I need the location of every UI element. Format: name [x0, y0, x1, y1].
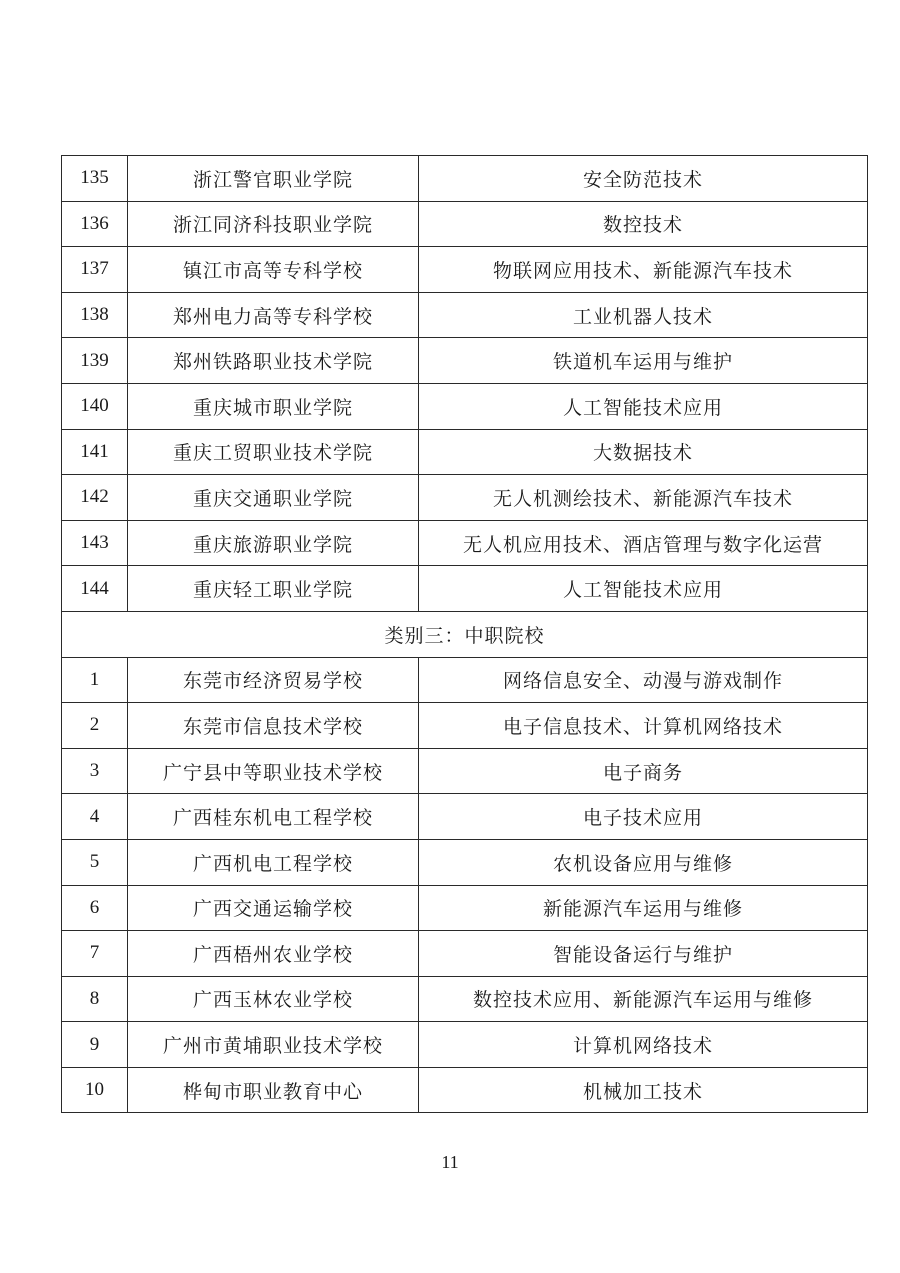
- major-name: 数控技术: [419, 201, 868, 247]
- table-row: [62, 247, 868, 293]
- school-name: 广西玉林农业学校: [128, 976, 419, 1022]
- row-number: 4: [62, 794, 128, 840]
- major-name: 无人机测绘技术、新能源汽车技术: [419, 475, 868, 521]
- table-row: [62, 1022, 868, 1068]
- table-row: [62, 976, 868, 1022]
- row-number: 137: [62, 247, 128, 293]
- school-name: 郑州铁路职业技术学院: [128, 338, 419, 384]
- row-number: 142: [62, 475, 128, 521]
- row-number: 10: [62, 1067, 128, 1113]
- major-name: 大数据技术: [419, 429, 868, 475]
- row-number: 2: [62, 703, 128, 749]
- major-name: 计算机网络技术: [419, 1022, 868, 1068]
- school-name: 重庆旅游职业学院: [128, 520, 419, 566]
- major-name: 智能设备运行与维护: [419, 931, 868, 977]
- table-row: [62, 156, 868, 202]
- table-row: [62, 657, 868, 703]
- table-row: [62, 429, 868, 475]
- school-name: 重庆城市职业学院: [128, 383, 419, 429]
- row-number: 138: [62, 292, 128, 338]
- school-name: 浙江警官职业学院: [128, 156, 419, 202]
- row-number: 135: [62, 156, 128, 202]
- table-row: [62, 201, 868, 247]
- school-name: 桦甸市职业教育中心: [128, 1067, 419, 1113]
- table-row: [62, 338, 868, 384]
- table-row: [62, 885, 868, 931]
- table-row: [62, 475, 868, 521]
- table-row: [62, 703, 868, 749]
- school-name: 广西交通运输学校: [128, 885, 419, 931]
- school-name: 浙江同济科技职业学院: [128, 201, 419, 247]
- major-name: 安全防范技术: [419, 156, 868, 202]
- major-name: 新能源汽车运用与维修: [419, 885, 868, 931]
- major-name: 铁道机车运用与维护: [419, 338, 868, 384]
- major-name: 农机设备应用与维修: [419, 839, 868, 885]
- major-name: 电子信息技术、计算机网络技术: [419, 703, 868, 749]
- row-number: 8: [62, 976, 128, 1022]
- school-name: 广西梧州农业学校: [128, 931, 419, 977]
- row-number: 139: [62, 338, 128, 384]
- major-name: 机械加工技术: [419, 1067, 868, 1113]
- row-number: 7: [62, 931, 128, 977]
- school-name: 东莞市信息技术学校: [128, 703, 419, 749]
- row-number: 141: [62, 429, 128, 475]
- school-name: 重庆工贸职业技术学院: [128, 429, 419, 475]
- school-name: 重庆轻工职业学院: [128, 566, 419, 612]
- school-name: 郑州电力高等专科学校: [128, 292, 419, 338]
- school-name: 广宁县中等职业技术学校: [128, 748, 419, 794]
- school-name: 广州市黄埔职业技术学校: [128, 1022, 419, 1068]
- school-name: 广西桂东机电工程学校: [128, 794, 419, 840]
- table-row: [62, 520, 868, 566]
- row-number: 6: [62, 885, 128, 931]
- major-name: 网络信息安全、动漫与游戏制作: [419, 657, 868, 703]
- major-name: 无人机应用技术、酒店管理与数字化运营: [419, 520, 868, 566]
- major-name: 数控技术应用、新能源汽车运用与维修: [419, 976, 868, 1022]
- table-row: [62, 931, 868, 977]
- major-name: 人工智能技术应用: [419, 566, 868, 612]
- page-number: 11: [441, 1152, 459, 1172]
- row-number: 144: [62, 566, 128, 612]
- table-row: [62, 566, 868, 612]
- table-row: [62, 292, 868, 338]
- school-name: 广西机电工程学校: [128, 839, 419, 885]
- section-title: 类别三：中职院校: [62, 611, 868, 657]
- row-number: 1: [62, 657, 128, 703]
- table-row: [62, 794, 868, 840]
- table-row: [62, 748, 868, 794]
- section-row: [62, 611, 868, 657]
- school-major-table: [61, 155, 868, 1113]
- major-name: 电子商务: [419, 748, 868, 794]
- row-number: 136: [62, 201, 128, 247]
- row-number: 5: [62, 839, 128, 885]
- major-name: 物联网应用技术、新能源汽车技术: [419, 247, 868, 293]
- school-name: 重庆交通职业学院: [128, 475, 419, 521]
- table-row: [62, 383, 868, 429]
- major-name: 电子技术应用: [419, 794, 868, 840]
- row-number: 9: [62, 1022, 128, 1068]
- table-body: [62, 156, 868, 1113]
- table-row: [62, 1067, 868, 1113]
- row-number: 3: [62, 748, 128, 794]
- major-name: 工业机器人技术: [419, 292, 868, 338]
- major-name: 人工智能技术应用: [419, 383, 868, 429]
- school-name: 东莞市经济贸易学校: [128, 657, 419, 703]
- table-row: [62, 839, 868, 885]
- row-number: 143: [62, 520, 128, 566]
- row-number: 140: [62, 383, 128, 429]
- school-name: 镇江市高等专科学校: [128, 247, 419, 293]
